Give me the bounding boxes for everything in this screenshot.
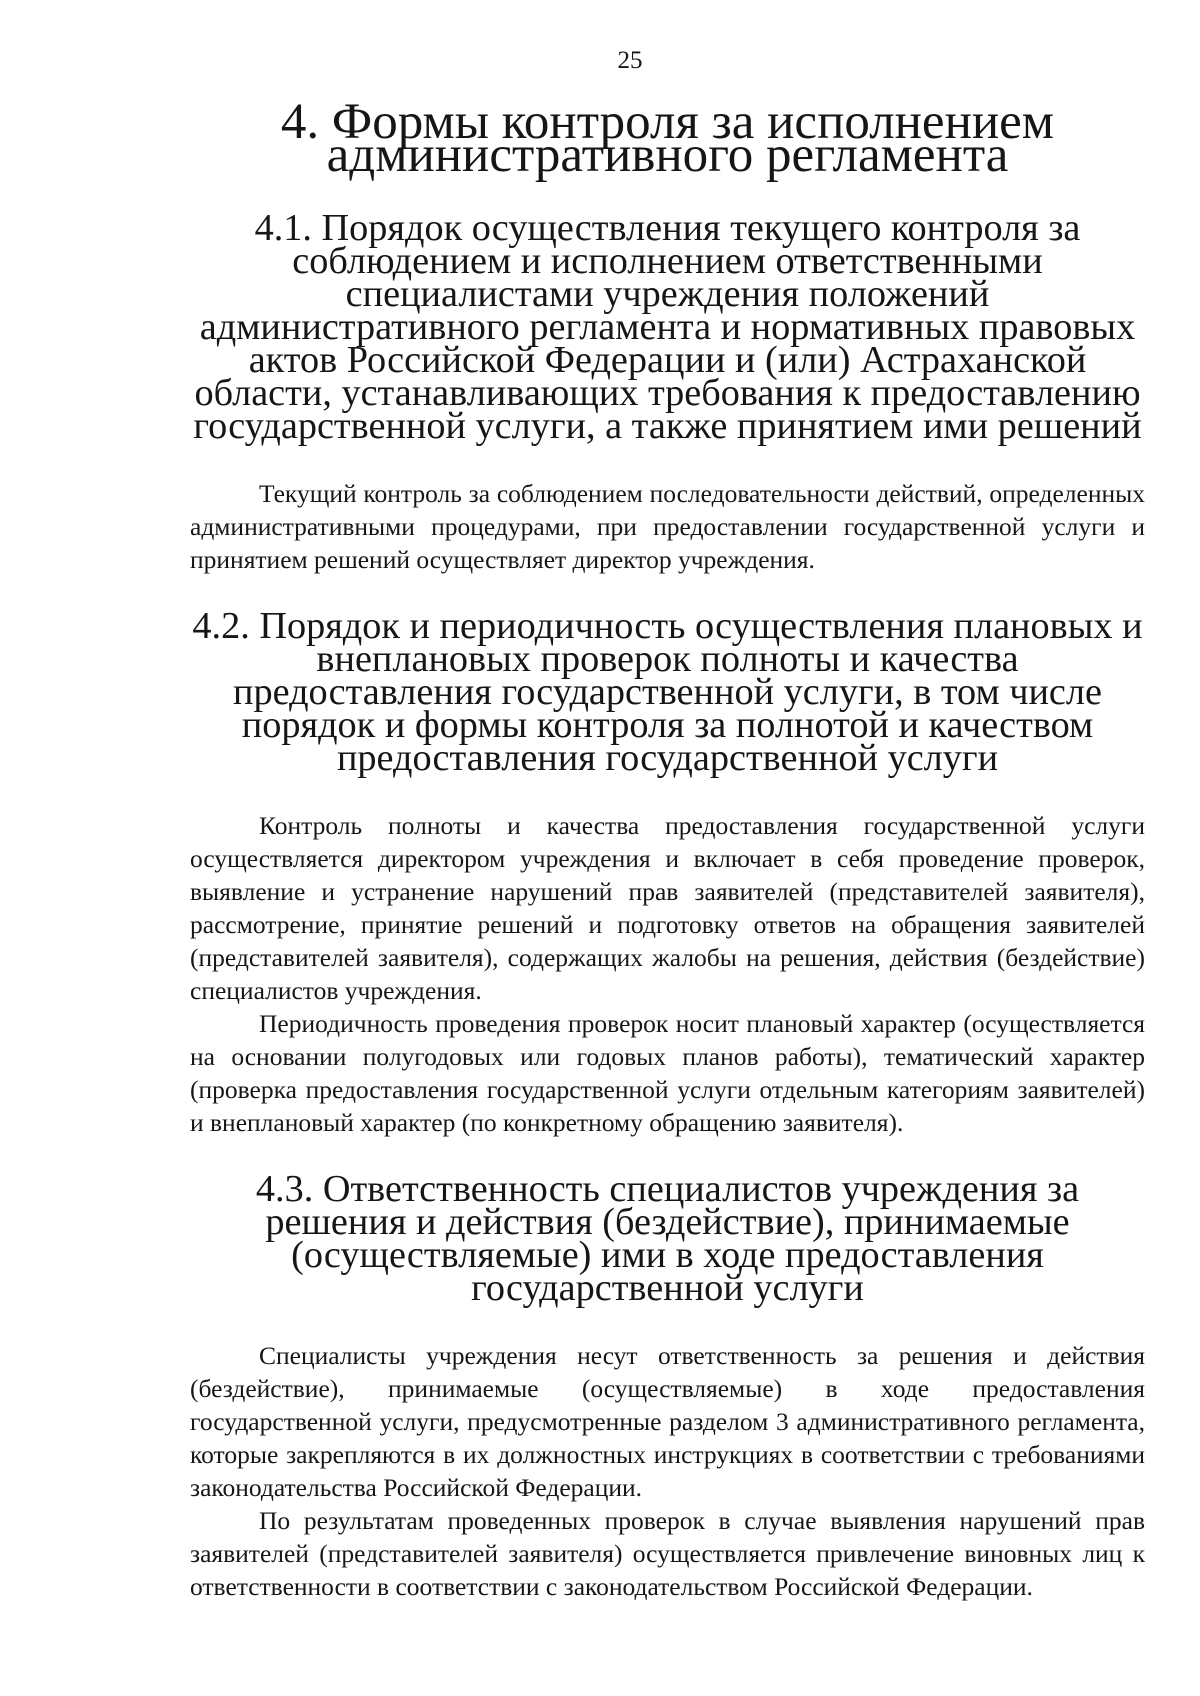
page-number: 25 bbox=[617, 47, 643, 74]
section-title-text: 4. Формы контроля за исполнением административного регламента bbox=[280, 94, 1055, 183]
subsection-heading-4-3: 4.3. Ответственность специалистов учреждения за решения и действия (бездействие), принимаемые (осуществляемые) ими в ходе предоставления государственной услуги bbox=[255, 1168, 1080, 1309]
subsection-heading-4-2: 4.2. Порядок и периодичность осуществления плановых и внеплановых проверок полноты и качества предоставления государственной услуги, в том числе порядок и формы контроля за полнотой и качеством предоставления государственной услуги bbox=[192, 605, 1143, 779]
section-title bbox=[190, 94, 1145, 183]
paragraph-4-2-1: Контроль полноты и качества предоставления государственной услуги осуществляется директором учреждения и включает в себя проведение проверок, выявление и устранение нарушений прав заявителей (представителей заявителя), рассмотрение, принятие решений и подготовку ответов на обращения заявителей (представителей заявителя), содержащих жалобы на решения, действия (бездействие) специалистов учреждения. bbox=[190, 811, 1145, 1005]
document-body bbox=[190, 94, 1145, 1603]
subsection-heading-4-1: 4.1. Порядок осуществления текущего контроля за соблюдением и исполнением ответственными специалистами учреждения положений административного регламента и нормативных правовых актов Российской Федерации и (или) Астраханской области, устанавливающих требования к предоставлению государственной услуги, а также принятием ими решений bbox=[193, 207, 1142, 447]
paragraph-4-3-2: По результатам проведенных проверок в случае выявления нарушений прав заявителей (представителей заявителя) осуществляется привлечение виновных лиц к ответственности в соответствии с законодательством Российской Федерации. bbox=[190, 1506, 1145, 1601]
paragraph-4-2-2: Периодичность проведения проверок носит плановый характер (осуществляется на основании полугодовых или годовых планов работы), тематический характер (проверка предоставления государственной услуги отдельным категориям заявителей) и внеплановый характер (по конкретному обращению заявителя). bbox=[190, 1009, 1145, 1137]
paragraph-4-3-1: Специалисты учреждения несут ответственность за решения и действия (бездействие), принимаемые (осуществляемые) в ходе предоставления государственной услуги, предусмотренные разделом 3 административного регламента, которые закрепляются в их должностных инструкциях в соответствии с требованиями законодательства Российской Федерации. bbox=[190, 1341, 1145, 1502]
paragraph-4-1-1: Текущий контроль за соблюдением последовательности действий, определенных административными процедурами, при предоставлении государственной услуги и принятием решений осуществляет директор учреждения. bbox=[190, 479, 1145, 574]
